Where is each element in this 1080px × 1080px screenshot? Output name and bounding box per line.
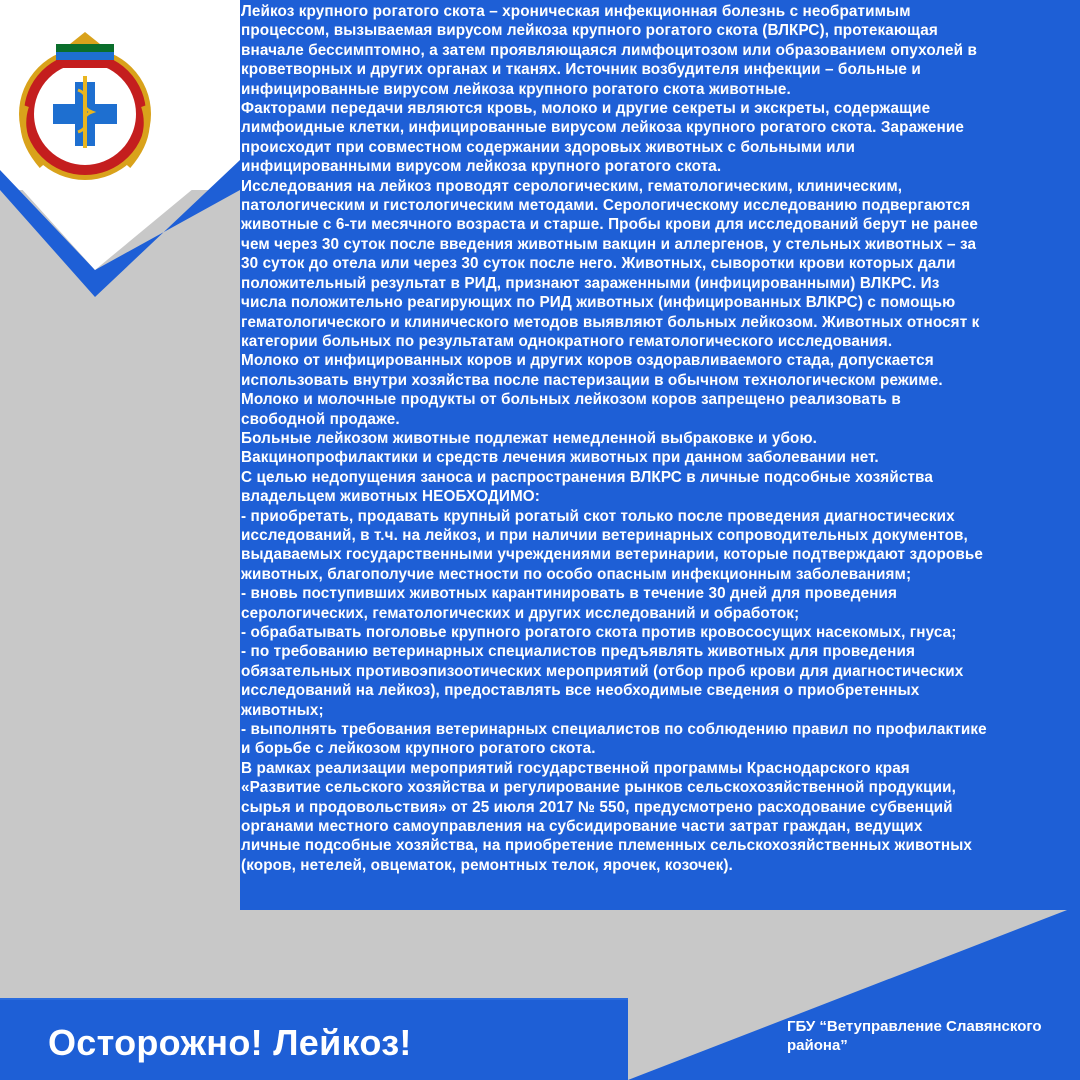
title-banner	[0, 998, 628, 1080]
organization-name: ГБУ “Ветуправление Славянского района”	[787, 1018, 1042, 1054]
veterinary-emblem-icon	[12, 26, 158, 186]
page-title: Осторожно! Лейкоз!	[48, 1022, 412, 1063]
body-text: Лейкоз крупного рогатого скота – хроническая инфекционная болезнь с необратимым процессом, вызываемая вирусом лейкоза крупного рогатого скота (ВЛКРС), протекающая вначале бессимптомно, а затем проявляющаяся лимфоцитозом или образованием опухолей в кроветворных и других органах и тканях. Источник возбудителя инфекции – больные и инфицированные вирусом лейкоза крупного рогатого скота животные. Факторами передачи являются кровь, молоко и другие секреты и экскреты, содержащие лимфоидные клетки, инфицированные вирусом лейкоза крупного рогатого скота. Заражение происходит при совместном содержании здоровых животных с больными или инфицированными вирусом лейкоза крупного рогатого скота. Исследования на лейкоз проводят серологическим, гематологическим, клиническим, патологическим и гистологическим методами. Серологическому исследованию подвергаются животные с 6-ти месячного возраста и старше. Пробы крови для исследований берут не ранее чем через 30 суток после введения животным вакцин и аллергенов, у стельных животных – за 30 суток до отела или через 30 суток после него. Животных, сыворотки крови которых дали положительный результат в РИД, признают зараженными (инфицированными) ВЛКРС. Из числа положительно реагирующих по РИД животных (инфицированных ВЛКРС) с помощью гематологического и клинического методов выявляют больных лейкозом. Животных относят к категории больных по результатам однократного гематологического исследования. Молоко от инфицированных коров и других коров оздоравливаемого стада, допускается использовать внутри хозяйства после пастеризации в обычном технологическом режиме. Молоко и молочные продукты от больных лейкозом коров запрещено реализовать в свободной продаже. Больные лейкозом животные подлежат немедленной выбраковке и убою. Вакцинопрофилактики и средств лечения животных при данном заболевании нет. С целью недопущения заноса и распространения ВЛКРС в личные подсобные хозяйства владельцем животных НЕОБХОДИМО: - приобретать, продавать крупный рогатый скот только после проведения диагностических исследований, в т.ч. на лейкоз, и при наличии ветеринарных сопроводительных документов, выдаваемых государственными учреждениями ветеринарии, которые подтверждают здоровье животных, благополучие местности по особо опасным инфекционным заболеваниям; - вновь поступивших животных карантинировать в течение 30 дней для проведения серологических, гематологических и других исследований и обработок; - обрабатывать поголовье крупного рогатого скота против кровососущих насекомых, гнуса; - по требованию ветеринарных специалистов предъявлять животных для проведения обязательных противоэпизоотических мероприятий (отбор проб крови для диагностических исследований на лейкоз), предоставлять все необходимые сведения о приобретенных животных; - выполнять требования ветеринарных специалистов по соблюдению правил по профилактике и борьбе с лейкозом крупного рогатого скота. В рамках реализации мероприятий государственной программы Краснодарского края «Развитие сельского хозяйства и регулирование рынков сельскохозяйственной продукции, сырья и продовольствия» от 25 июля 2017 № 550, предусмотрено расходование субвенций органами местного самоуправления на субсидирование части затрат граждан, ведущих личные подсобные хозяйства, на приобретение племенных сельскохозяйственных животных (коров, нетелей, овцематок, ремонтных телок, ярочек, козочек).	[241, 3, 987, 874]
